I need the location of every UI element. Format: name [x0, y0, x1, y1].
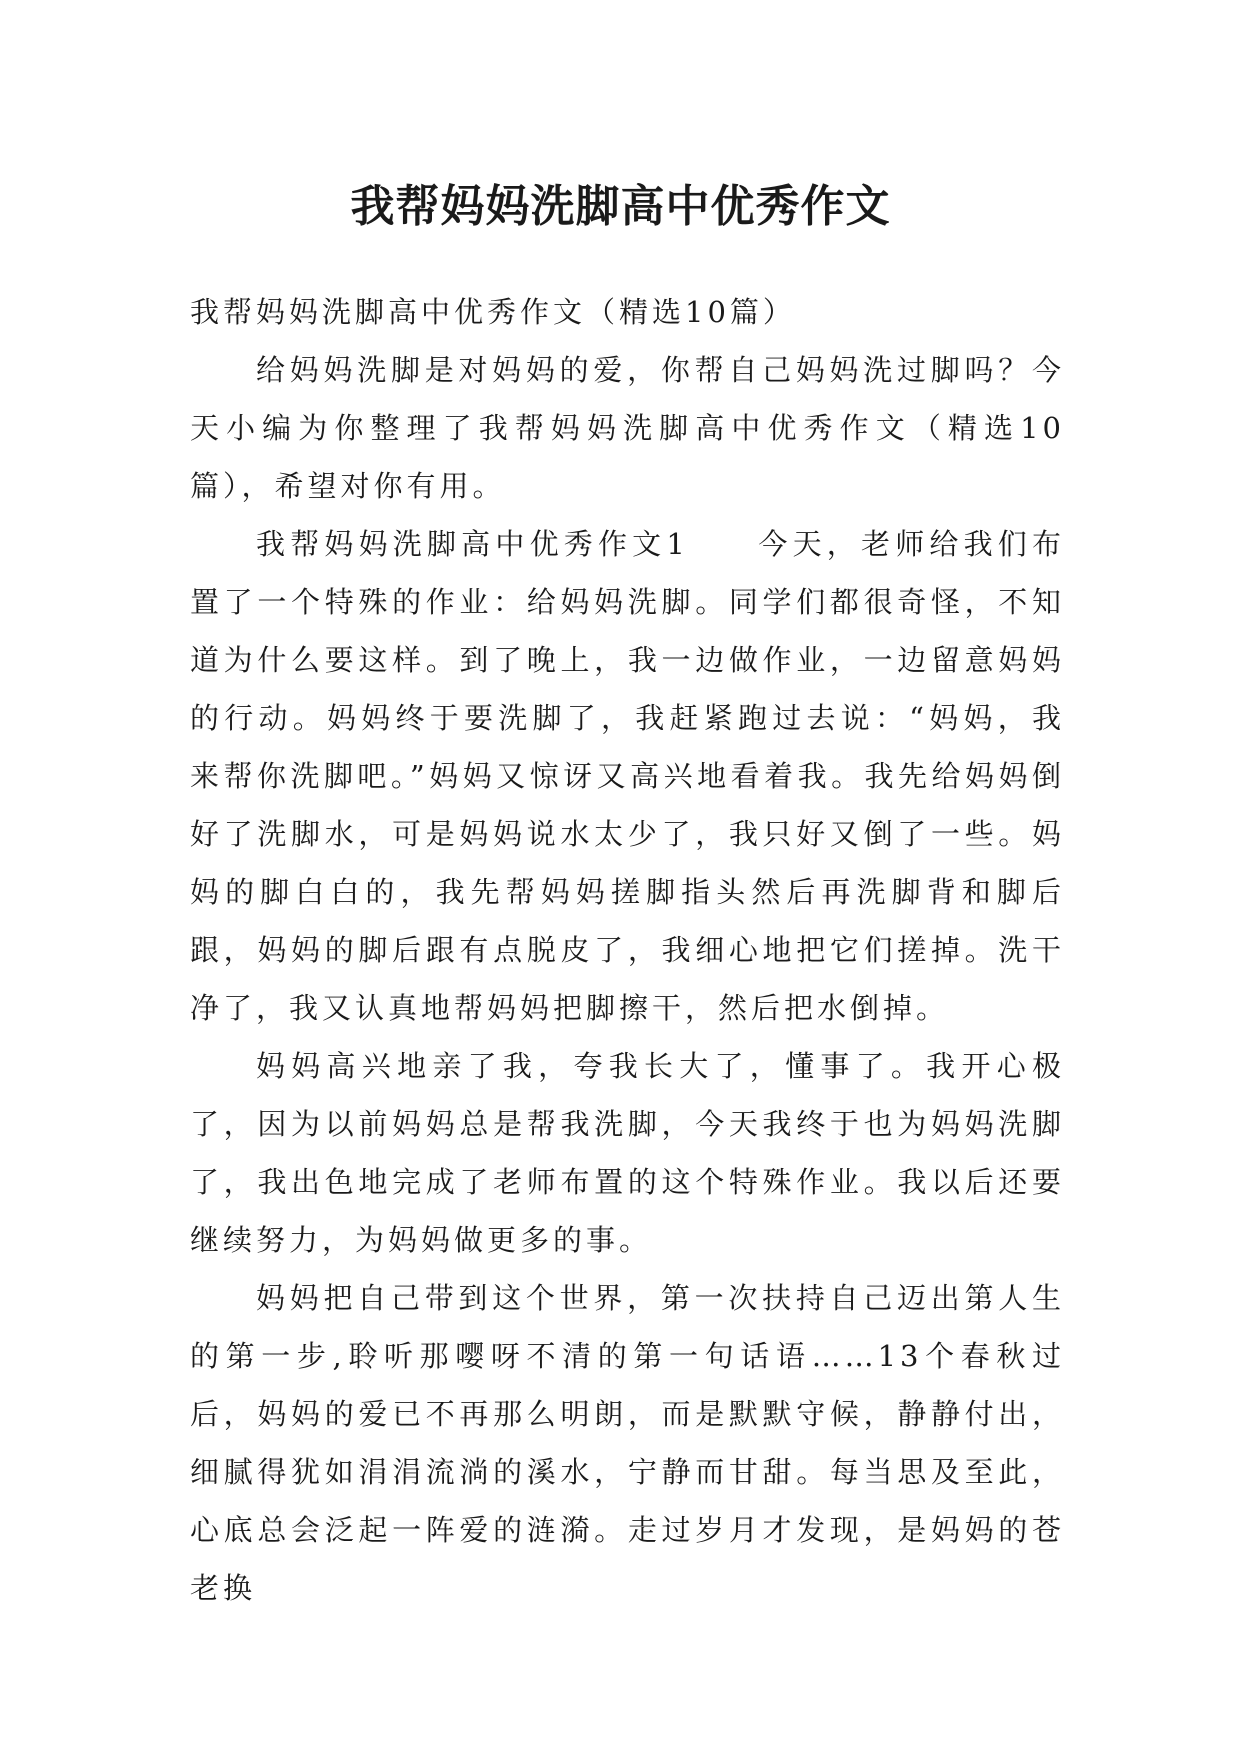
- essay-paragraph: 妈妈把自己带到这个世界，第一次扶持自己迈出第人生的第一步,聆听那嘤呀不清的第一句话语……13个春秋过后，妈妈的爱已不再那么明朗，而是默默守候，静静付出，细腻得犹如涓涓流淌的溪水，宁静而甘甜。每当思及至此，心底总会泛起一阵爱的涟漪。走过岁月才发现，是妈妈的苍老换: [190, 1281, 1065, 1605]
- essay-paragraph: 我帮妈妈洗脚高中优秀作文1 今天，老师给我们布置了一个特殊的作业：给妈妈洗脚。同学们都很奇怪，不知道为什么要这样。到了晚上，我一边做作业，一边留意妈妈的行动。妈妈终于要洗脚了，我赶紧跑过去说：“妈妈，我来帮你洗脚吧。”妈妈又惊讶又高兴地看着我。我先给妈妈倒好了洗脚水，可是妈妈说水太少了，我只好又倒了一些。妈妈的脚白白的，我先帮妈妈搓脚指头然后再洗脚背和脚后跟，妈妈的脚后跟有点脱皮了，我细心地把它们搓掉。洗干净了，我又认真地帮妈妈把脚擦干，然后把水倒掉。: [190, 527, 1065, 1025]
- article-subtitle: 我帮妈妈洗脚高中优秀作文（精选10篇）: [190, 295, 796, 329]
- page-title: 我帮妈妈洗脚高中优秀作文: [350, 181, 891, 233]
- intro-paragraph: 给妈妈洗脚是对妈妈的爱，你帮自己妈妈洗过脚吗？今天小编为你整理了我帮妈妈洗脚高中优秀作文（精选10篇），希望对你有用。: [190, 353, 1065, 503]
- article-body: [190, 283, 1065, 1617]
- essay-paragraph: 妈妈高兴地亲了我，夸我长大了，懂事了。我开心极了，因为以前妈妈总是帮我洗脚，今天我终于也为妈妈洗脚了，我出色地完成了老师布置的这个特殊作业。我以后还要继续努力，为妈妈做更多的事。: [190, 1049, 1065, 1257]
